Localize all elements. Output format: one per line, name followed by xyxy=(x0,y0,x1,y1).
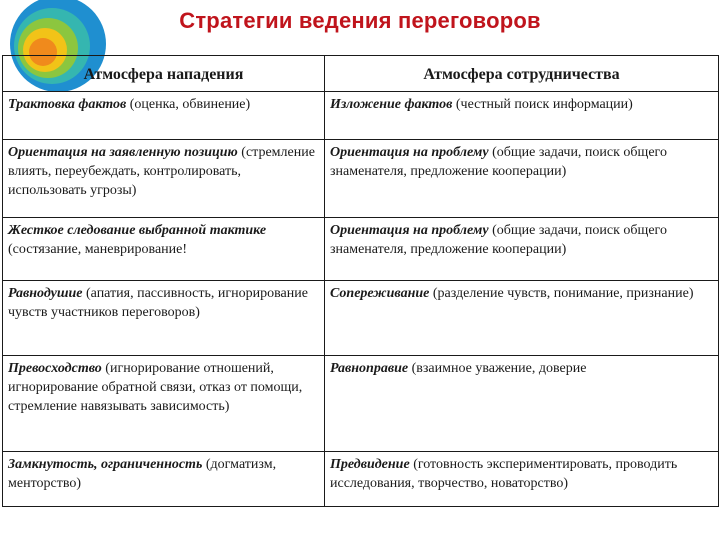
strategy-description: (честный поиск информации) xyxy=(452,97,633,112)
header-cooperation-atmosphere: Атмосфера сотрудничества xyxy=(325,56,719,92)
strategy-description: (разделение чувств, понимание, признание) xyxy=(429,286,694,301)
strategy-description: (состязание, маневрирование! xyxy=(8,242,188,257)
header-attack-atmosphere: Атмосфера нападения xyxy=(3,56,325,92)
table-row xyxy=(3,281,719,356)
strategy-description: (стремление влиять, переубеждать, контролировать, использовать угрозы) xyxy=(8,145,315,198)
strategy-description: (общие задачи, поиск общего знаменателя, предложение кооперации) xyxy=(330,223,667,257)
page-title: Стратегии ведения переговоров xyxy=(179,8,541,33)
strategy-term: Ориентация на заявленную позицию xyxy=(8,145,238,160)
strategy-term: Ориентация на проблему xyxy=(330,145,489,160)
table-cell xyxy=(3,218,325,281)
strategy-description: (общие задачи, поиск общего знаменателя, предложение кооперации) xyxy=(330,145,667,179)
table-cell xyxy=(325,356,719,452)
table-cell xyxy=(3,92,325,140)
table-row xyxy=(3,92,719,140)
strategy-description: (взаимное уважение, доверие xyxy=(408,361,587,376)
table-cell xyxy=(3,140,325,218)
strategy-term: Ориентация на проблему xyxy=(330,223,489,238)
table-row xyxy=(3,452,719,507)
strategy-description: (апатия, пассивность, игнорирование чувств участников переговоров) xyxy=(8,286,308,320)
table-row xyxy=(3,140,719,218)
strategy-description: (догматизм, менторство) xyxy=(8,457,277,491)
strategy-term: Трактовка фактов xyxy=(8,97,127,112)
table-cell xyxy=(325,218,719,281)
strategy-description: (игнорирование отношений, игнорирование обратной связи, отказ от помощи, стремление навязывать зависимость) xyxy=(8,361,303,414)
strategy-description: (оценка, обвинение) xyxy=(126,97,251,112)
table-cell xyxy=(3,281,325,356)
strategy-term: Превосходство xyxy=(8,361,102,376)
table-row xyxy=(3,356,719,452)
table-cell xyxy=(3,356,325,452)
table-row xyxy=(3,218,719,281)
strategy-term: Жесткое следование выбранной тактике xyxy=(8,223,267,238)
table-header-row xyxy=(3,56,719,92)
strategy-term: Замкнутость, ограниченность xyxy=(8,457,203,472)
table-cell xyxy=(325,92,719,140)
strategy-term: Предвидение xyxy=(330,457,410,472)
table-cell xyxy=(3,452,325,507)
strategy-term: Сопереживание xyxy=(330,286,430,301)
strategy-description: (готовность экспериментировать, проводить исследования, творчество, новаторство) xyxy=(330,457,678,491)
table-cell xyxy=(325,140,719,218)
strategies-table xyxy=(2,55,719,507)
strategy-term: Равнодушие xyxy=(8,286,83,301)
strategy-term: Равноправие xyxy=(330,361,409,376)
table-cell xyxy=(325,452,719,507)
strategy-term: Изложение фактов xyxy=(330,97,453,112)
table-cell xyxy=(325,281,719,356)
